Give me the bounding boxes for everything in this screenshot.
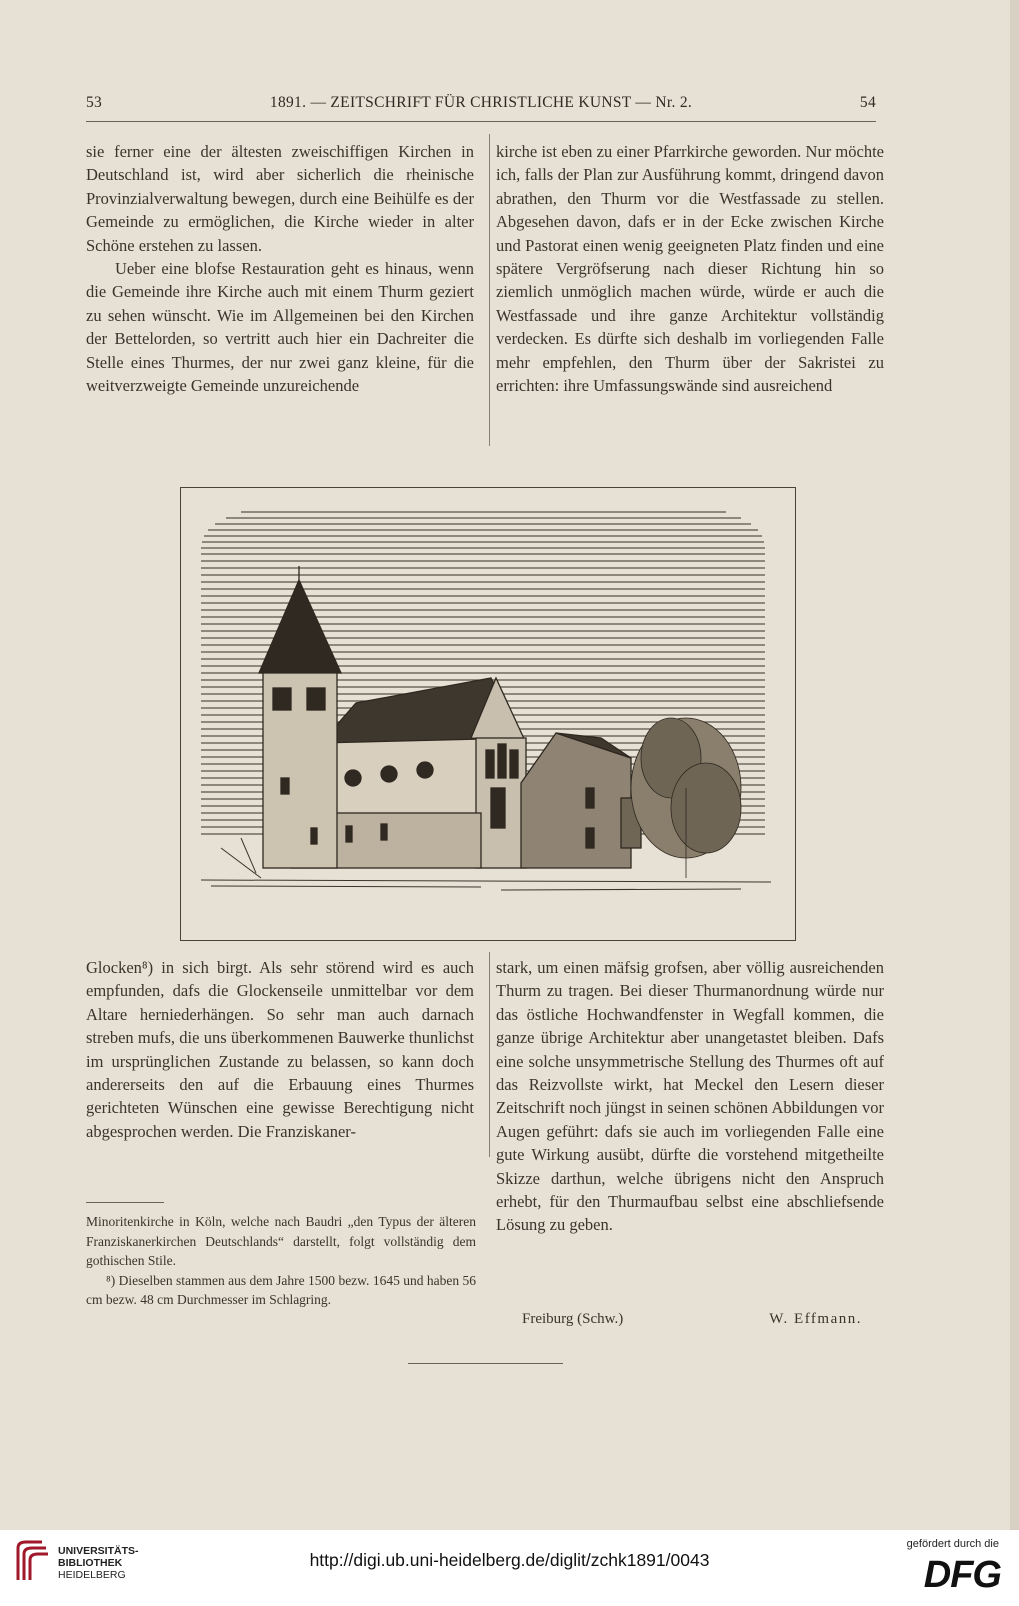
- church-engraving: [181, 488, 795, 940]
- paragraph: stark, um einen mäfsig grofsen, aber völlig ausreichenden Thurm zu tragen. Bei dieser Thurmanordnung würde nur das östliche Hochwandfenster in Wegfall kommen, die ganze übrige Architektur aber unangetastet bleiben. Dafs eine solche unsymmetrische Stellung des Thurmes oft auf das Reizvollste wirkt, hat Meckel den Lesern dieser Zeitschrift noch jüngst in seinen schönen Abbildungen vor Augen geführt: dafs sie auch im vorliegenden Falle eine gute Wirkung ausübt, dürfte die vorstehend mitgetheilte Skizze darthun, welche übrigens nicht den Anspruch erhebt, für den Thurmaufbau selbst eine abschliefsende Lösung zu geben.: [496, 958, 884, 1235]
- footnote-rule: [86, 1202, 164, 1203]
- paragraph: sie ferner eine der ältesten zweischiffigen Kirchen in Deutschland ist, wird aber sicherlich die rheinische Provinzialverwaltung bewegen, durch eine Beihülfe es der Gemeinde zu ermöglichen, die Kirche wieder in alter Schöne erstehen zu lassen.: [86, 142, 474, 255]
- signature-place: Freiburg (Schw.): [522, 1311, 624, 1327]
- column-bottom-left: [86, 956, 474, 1143]
- library-name-line: UNIVERSITÄTS-: [58, 1545, 139, 1557]
- footnote: ⁸) Dieselben stammen aus dem Jahre 1500 bezw. 1645 und haben 56 cm bezw. 48 cm Durchmesser im Schlagring.: [86, 1272, 476, 1308]
- column-top-right: [496, 140, 884, 397]
- footnotes: [86, 1212, 476, 1310]
- dfg-logo[interactable]: DFG: [923, 1554, 1001, 1596]
- column-top-left: [86, 140, 474, 397]
- journal-title: 1891. — ZEITSCHRIFT FÜR CHRISTLICHE KUNST — Nr. 2.: [269, 94, 693, 111]
- running-header: [86, 94, 876, 116]
- column-divider: [489, 952, 490, 1157]
- library-name-line: HEIDELBERG: [58, 1569, 126, 1581]
- column-divider: [489, 134, 490, 446]
- page-edge: [1010, 0, 1019, 1530]
- paragraph: kirche ist eben zu einer Pfarrkirche geworden. Nur möchte ich, falls der Plan zur Ausführung kommt, dringend davon abrathen, den Thurm vor die Westfassade zu stellen. Abgesehen davon, dafs er in der Ecke zwischen Kirche und Pastorat einen wenig geeigneten Platz finden und eine spätere Vergröfserung nach dieser Richtung hin so ziemlich unmöglich machen würde, würde er auch die Westfassade und ihre ganze Architektur vollständig verdecken. Es dürfte sich deshalb im vorliegenden Falle mehr empfehlen, den Thurm über der Sakristei zu errichten: ihre Umfassungswände sind ausreichend: [496, 142, 884, 396]
- signature: [522, 1311, 862, 1331]
- library-name-line: BIBLIOTHEK: [58, 1557, 123, 1569]
- header-rule: [86, 121, 876, 122]
- paragraph: Ueber eine blofse Restauration geht es hinaus, wenn die Gemeinde ihre Kirche auch mit einem Thurm geziert zu sehen wünscht. Wie im Allgemeinen bei den Kirchen der Bettelorden, so vertritt auch hier ein Dachreiter die Stelle eines Thurmes, der nur zwei ganz kleine, für die weitverzweigte Gemeinde unzureichende: [86, 259, 474, 396]
- footnote: Minoritenkirche in Köln, welche nach Baudri „den Typus der älteren Franziskanerkirchen Deutschlands“ darstellt, folgt vollständig dem gothischen Stile.: [86, 1214, 476, 1269]
- end-rule: [408, 1363, 563, 1364]
- permalink-url[interactable]: http://digi.ub.uni-heidelberg.de/diglit/zchk1891/0043: [309, 1550, 710, 1570]
- signature-author: W. Effmann.: [769, 1311, 862, 1327]
- page-number-right: 54: [859, 94, 876, 111]
- column-bottom-right: [496, 956, 884, 1237]
- paragraph: Glocken⁸) in sich birgt. Als sehr störend wird es auch empfunden, dafs die Glockenseile unmittelbar vor dem Altare herniederhängen. So sehr man auch darnach streben mufs, die uns überkommenen Bauwerke thunlichst im ursprünglichen Zustande zu belassen, so kann doch andererseits den auf die Erbauung eines Thurmes gerichteten Wünschen eine gewisse Berechtigung nicht abgesprochen werden. Die Franziskaner-: [86, 958, 474, 1141]
- church-illustration: [180, 487, 796, 941]
- funding-caption: gefördert durch die: [906, 1538, 999, 1550]
- page-number-left: 53: [86, 94, 103, 111]
